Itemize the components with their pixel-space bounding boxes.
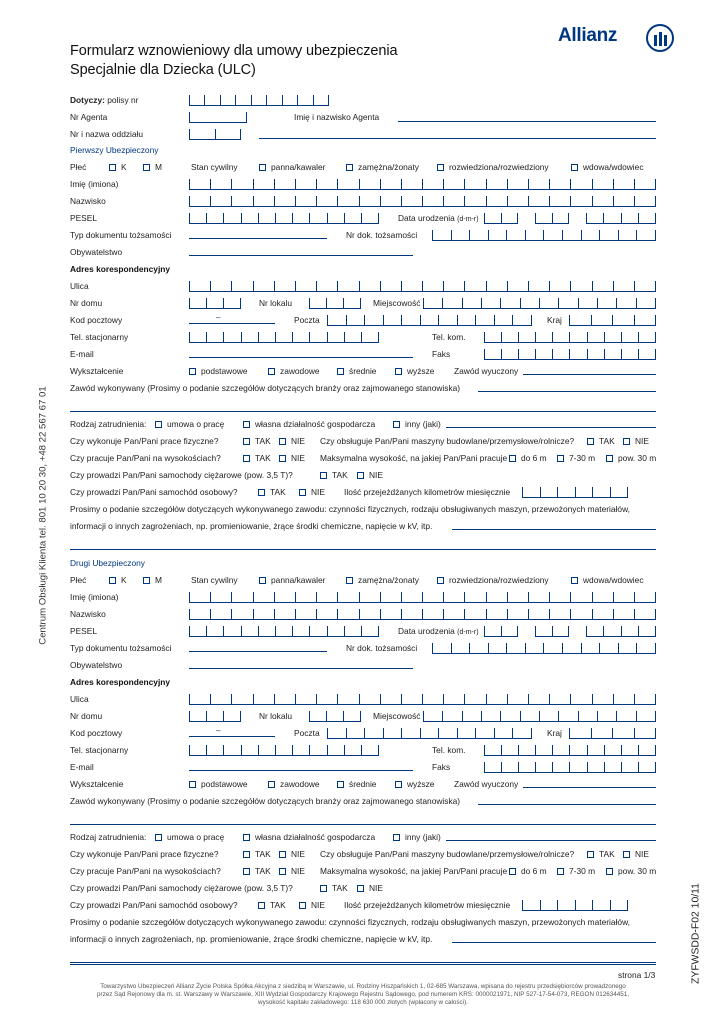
branch-label: Nr i nazwa oddziału: [70, 129, 144, 139]
second-insured-email: [0, 762, 725, 779]
citizenship-field[interactable]: [189, 659, 413, 669]
logo-wordmark: Allianz: [558, 25, 618, 46]
employment-type-label: Rodzaj zatrudnienia:: [70, 832, 147, 842]
second-insured-gender: [0, 575, 725, 592]
footer-line-3: wysokość kapitału zakładowego: 118 630 000 złotych (wpłacony w całości).: [258, 999, 468, 1006]
checkbox-icon[interactable]: [557, 455, 564, 462]
checkbox-icon[interactable]: [259, 577, 266, 584]
first-insured-details-1: [0, 504, 725, 521]
marital-single-option[interactable]: panna/kawaler: [259, 575, 325, 586]
details-field[interactable]: [452, 933, 656, 943]
height-7-30-option[interactable]: 7-30 m: [557, 866, 595, 877]
gender-m-option[interactable]: M: [143, 575, 162, 586]
max-height-label: Maksymalna wysokość, na jakiej Pan/Pani pracuje: [320, 866, 508, 876]
checkbox-icon[interactable]: [623, 851, 630, 858]
checkbox-icon[interactable]: [395, 368, 402, 375]
birth-date-label: Data urodzenia (d-m-r): [398, 626, 479, 636]
education-higher-option[interactable]: wyższe: [395, 366, 434, 377]
second-insured-postcode: [0, 728, 725, 745]
marital-divorced-option[interactable]: rozwiedziona/rozwiedziony: [437, 162, 549, 173]
machinery-yes-option[interactable]: TAK: [587, 436, 615, 447]
learned-profession-label: Zawód wyuczony: [454, 366, 519, 376]
employment-type-label: Rodzaj zatrudnienia:: [70, 419, 147, 429]
post-office-label: Poczta: [294, 728, 320, 738]
last-name-label: Nazwisko: [70, 196, 106, 206]
second-insured-heights: [0, 866, 725, 883]
height-7-30-option[interactable]: 7-30 m: [557, 453, 595, 464]
gender-label: Płeć: [70, 575, 87, 585]
profession-field[interactable]: [478, 795, 656, 805]
form-title-line-2: Specjalnie dla Dziecka (ULC): [70, 62, 256, 78]
checkbox-icon[interactable]: [357, 472, 364, 479]
heights-label: Czy pracuje Pan/Pani na wysokościach?: [70, 866, 221, 876]
postcode-dash: –: [216, 726, 221, 735]
education-vocational-option[interactable]: zawodowe: [268, 779, 320, 790]
checkbox-icon[interactable]: [109, 164, 116, 171]
first-insured-employment: [0, 419, 725, 436]
checkbox-icon[interactable]: [509, 455, 516, 462]
marital-widowed-option[interactable]: wdowa/wdowiec: [571, 162, 644, 173]
agent-number-field[interactable]: [189, 112, 247, 123]
checkbox-icon[interactable]: [279, 868, 286, 875]
row-policy: [0, 95, 725, 112]
street-label: Ulica: [70, 694, 89, 704]
physical-work-label: Czy wykonuje Pan/Pani prace fizyczne?: [70, 849, 219, 859]
first-insured-house: [0, 298, 725, 315]
pesel-label: PESEL: [70, 213, 98, 223]
first-insured-last-name: [0, 196, 725, 213]
checkbox-icon[interactable]: [437, 164, 444, 171]
truck-no-option[interactable]: NIE: [357, 883, 383, 894]
email-field[interactable]: [189, 348, 413, 358]
first-insured-truck: [0, 470, 725, 487]
physical-no-option[interactable]: NIE: [279, 436, 305, 447]
education-vocational-option[interactable]: zawodowe: [268, 366, 320, 377]
marital-married-option[interactable]: zamężna/żonaty: [346, 575, 419, 586]
email-label: E-mail: [70, 349, 94, 359]
employment-business-option[interactable]: własna działalność gospodarcza: [243, 419, 375, 430]
checkbox-icon[interactable]: [557, 868, 564, 875]
marital-divorced-option[interactable]: rozwiedziona/rozwiedziony: [437, 575, 549, 586]
birth-date-label: Data urodzenia (d-m-r): [398, 213, 479, 223]
km-label: Ilość przejeżdżanych kilometrów miesięcznie: [344, 900, 511, 910]
checkbox-icon[interactable]: [346, 164, 353, 171]
details-continuation-line[interactable]: [70, 962, 656, 963]
second-insured-physical: [0, 849, 725, 866]
branch-name-field[interactable]: [259, 129, 656, 139]
agent-name-label: Imię i nazwisko Agenta: [294, 112, 380, 122]
row-agent: [0, 112, 725, 129]
allianz-eagle-icon: [646, 24, 674, 52]
fax-field[interactable]: [484, 349, 656, 360]
employment-other-field[interactable]: [446, 418, 656, 428]
details-line-1: Prosimy o podanie szczegółów dotyczących wykonywanego zawodu: czynności fizycznych, rodzaju obsługiwanych maszyn, przewożonych materiałów,: [70, 917, 630, 927]
first-insured-car: [0, 487, 725, 504]
landline-label: Tel. stacjonarny: [70, 332, 129, 342]
checkbox-icon[interactable]: [189, 368, 196, 375]
first-insured-heading: [0, 145, 725, 162]
checkbox-icon[interactable]: [143, 164, 150, 171]
flat-number-field[interactable]: [309, 711, 361, 722]
id-type-field[interactable]: [189, 642, 327, 652]
checkbox-icon[interactable]: [393, 421, 400, 428]
first-insured-id: [0, 230, 725, 247]
height-6-option[interactable]: do 6 m: [509, 453, 547, 464]
second-insured-id: [0, 643, 725, 660]
mobile-field[interactable]: [484, 332, 656, 343]
learned-profession-field[interactable]: [523, 778, 656, 788]
first-insured-gender: [0, 162, 725, 179]
truck-label: Czy prowadzi Pan/Pani samochody ciężarowe (pow. 3,5 T)?: [70, 470, 293, 480]
checkbox-icon[interactable]: [155, 834, 162, 841]
first-insured-physical: [0, 436, 725, 453]
landline-field[interactable]: [189, 332, 379, 343]
marital-label: Stan cywilny: [191, 162, 238, 172]
fax-label: Faks: [432, 349, 451, 359]
checkbox-icon[interactable]: [623, 438, 630, 445]
checkbox-icon[interactable]: [337, 781, 344, 788]
heights-no-option[interactable]: NIE: [279, 866, 305, 877]
checkbox-icon[interactable]: [268, 781, 275, 788]
marital-widowed-option[interactable]: wdowa/wdowiec: [571, 575, 644, 586]
allianz-logo: [558, 24, 678, 52]
country-label: Kraj: [547, 315, 562, 325]
first-insured-phone: [0, 332, 725, 349]
profession-field[interactable]: [478, 382, 656, 392]
first-name-field[interactable]: [189, 592, 656, 603]
footer-line-1: Towarzystwo Ubezpieczeń Allianz Życie Polska Spółka Akcyjna z siedzibą w Warszawie, ul. Rodziny Hiszpańskich 1, 02-685 Warszawa, wpisana do rejestru przedsiębiorców prowadzonego: [100, 983, 626, 990]
education-secondary-option[interactable]: średnie: [337, 779, 376, 790]
profession-continuation-line[interactable]: [70, 824, 656, 825]
max-height-label: Maksymalna wysokość, na jakiej Pan/Pani pracuje: [320, 453, 508, 463]
first-insured-details-2: [0, 521, 725, 538]
truck-no-option[interactable]: NIE: [357, 470, 383, 481]
city-field[interactable]: [423, 298, 656, 309]
agent-name-field[interactable]: [398, 112, 656, 122]
house-number-label: Nr domu: [70, 711, 103, 721]
second-insured-address-heading: [0, 677, 725, 694]
postcode-dash: –: [216, 313, 221, 322]
details-line-2: informacji o innych zagrożeniach, np. promieniowanie, żrące środki chemiczne, napięcie w kV, itp.: [70, 521, 433, 531]
email-field[interactable]: [189, 761, 413, 771]
country-label: Kraj: [547, 728, 562, 738]
first-insured-email: [0, 349, 725, 366]
second-insured-education: [0, 779, 725, 796]
car-no-option[interactable]: NIE: [299, 900, 325, 911]
car-label: Czy prowadzi Pan/Pani samochód osobowy?: [70, 900, 238, 910]
physical-yes-option[interactable]: TAK: [243, 436, 271, 447]
fax-label: Faks: [432, 762, 451, 772]
house-number-label: Nr domu: [70, 298, 103, 308]
education-primary-option[interactable]: podstawowe: [189, 366, 248, 377]
id-number-label: Nr dok. tożsamości: [346, 643, 418, 653]
street-field[interactable]: [189, 281, 656, 292]
checkbox-icon[interactable]: [258, 902, 265, 909]
heights-no-option[interactable]: NIE: [279, 453, 305, 464]
height-30-option[interactable]: pow. 30 m: [606, 866, 656, 877]
km-field[interactable]: [522, 900, 628, 911]
height-30-option[interactable]: pow. 30 m: [606, 453, 656, 464]
second-insured-truck: [0, 883, 725, 900]
checkbox-icon[interactable]: [243, 421, 250, 428]
birth-month-field[interactable]: [535, 213, 569, 224]
second-insured-heading: [0, 558, 725, 575]
pesel-label: PESEL: [70, 626, 98, 636]
machinery-label: Czy obsługuje Pan/Pani maszyny budowlane/przemysłowe/rolnicze?: [320, 436, 575, 446]
profession-continuation-line[interactable]: [70, 411, 656, 412]
second-insured-house: [0, 711, 725, 728]
checkbox-icon[interactable]: [109, 577, 116, 584]
first-insured-address-heading: [0, 264, 725, 281]
address-heading: Adres korespondencyjny: [70, 264, 171, 274]
marital-single-option[interactable]: panna/kawaler: [259, 162, 325, 173]
checkbox-icon[interactable]: [393, 834, 400, 841]
city-label: Miejscowość: [373, 711, 421, 721]
employment-contract-option[interactable]: umowa o pracę: [155, 419, 224, 430]
profession-label: Zawód wykonywany (Prosimy o podanie szczegółów dotyczących branży oraz zajmowanego stanowiska): [70, 383, 461, 393]
checkbox-icon[interactable]: [143, 577, 150, 584]
first-insured-postcode: [0, 315, 725, 332]
footer-divider: [70, 964, 656, 965]
street-field[interactable]: [189, 694, 656, 705]
footer-line-2: przez Sąd Rejonowy dla m. st. Warszawy w Warszawie, XIII Wydział Gospodarczy Krajowego Rejestru Sądowego, pod numerem KRS: 0000021971, NIP 527-17-54-073, REGON 012634451,: [96, 991, 630, 998]
birth-day-field[interactable]: [484, 626, 518, 637]
learned-profession-field[interactable]: [523, 365, 656, 375]
checkbox-icon[interactable]: [437, 577, 444, 584]
flat-number-field[interactable]: [309, 298, 361, 309]
machinery-label: Czy obsługuje Pan/Pani maszyny budowlane/przemysłowe/rolnicze?: [320, 849, 575, 859]
second-insured-last-name: [0, 609, 725, 626]
contact-line: Centrum Obsługi Klienta tel. 801 10 20 30, +48 22 567 67 01: [37, 386, 49, 645]
postcode-field[interactable]: [189, 727, 275, 737]
postcode-label: Kod pocztowy: [70, 728, 123, 738]
checkbox-icon[interactable]: [279, 455, 286, 462]
row-branch: [0, 129, 725, 146]
birth-month-field[interactable]: [535, 626, 569, 637]
checkbox-icon[interactable]: [587, 851, 594, 858]
employment-other-option[interactable]: inny (jaki): [393, 419, 441, 430]
form-title-line-1: Formularz wznowieniowy dla umowy ubezpieczenia: [70, 43, 398, 59]
employment-contract-option[interactable]: umowa o pracę: [155, 832, 224, 843]
employment-other-option[interactable]: inny (jaki): [393, 832, 441, 843]
first-name-label: Imię (imiona): [70, 592, 119, 602]
heights-yes-option[interactable]: TAK: [243, 866, 271, 877]
checkbox-icon[interactable]: [243, 834, 250, 841]
truck-label: Czy prowadzi Pan/Pani samochody ciężarowe (pow. 3,5 T)?: [70, 883, 293, 893]
marital-married-option[interactable]: zamężna/żonaty: [346, 162, 419, 173]
flat-number-label: Nr lokalu: [259, 711, 293, 721]
truck-yes-option[interactable]: TAK: [320, 883, 348, 894]
checkbox-icon[interactable]: [279, 851, 286, 858]
checkbox-icon[interactable]: [268, 368, 275, 375]
post-office-label: Poczta: [294, 315, 320, 325]
first-insured-street: [0, 281, 725, 298]
fax-field[interactable]: [484, 762, 656, 773]
checkbox-icon[interactable]: [587, 438, 594, 445]
employment-other-field[interactable]: [446, 831, 656, 841]
gender-k-option[interactable]: K: [109, 162, 127, 173]
second-insured-first-name: [0, 592, 725, 609]
first-insured-profession: [0, 383, 725, 400]
landline-field[interactable]: [189, 745, 379, 756]
employment-business-option[interactable]: własna działalność gospodarcza: [243, 832, 375, 843]
checkbox-icon[interactable]: [258, 489, 265, 496]
checkbox-icon[interactable]: [509, 868, 516, 875]
checkbox-icon[interactable]: [357, 885, 364, 892]
postcode-field[interactable]: [189, 314, 275, 324]
machinery-no-option[interactable]: NIE: [623, 849, 649, 860]
car-label: Czy prowadzi Pan/Pani samochód osobowy?: [70, 487, 238, 497]
first-insured-pesel: [0, 213, 725, 230]
id-number-label: Nr dok. tożsamości: [346, 230, 418, 240]
education-primary-option[interactable]: podstawowe: [189, 779, 248, 790]
education-higher-option[interactable]: wyższe: [395, 779, 434, 790]
machinery-no-option[interactable]: NIE: [623, 436, 649, 447]
checkbox-icon[interactable]: [320, 885, 327, 892]
heights-label: Czy pracuje Pan/Pani na wysokościach?: [70, 453, 221, 463]
details-line-2: informacji o innych zagrożeniach, np. promieniowanie, żrące środki chemiczne, napięcie w kV, itp.: [70, 934, 433, 944]
country-field[interactable]: [569, 728, 656, 739]
physical-work-label: Czy wykonuje Pan/Pani prace fizyczne?: [70, 436, 219, 446]
country-field[interactable]: [569, 315, 656, 326]
mobile-field[interactable]: [484, 745, 656, 756]
post-office-field[interactable]: [327, 315, 532, 326]
branch-number-field[interactable]: [189, 129, 241, 140]
last-name-field[interactable]: [189, 609, 656, 620]
heights-yes-option[interactable]: TAK: [243, 453, 271, 464]
form-code: ZYFWSDD-F02 10/11: [690, 883, 702, 984]
checkbox-icon[interactable]: [337, 368, 344, 375]
car-no-option[interactable]: NIE: [299, 487, 325, 498]
checkbox-icon[interactable]: [395, 781, 402, 788]
address-heading: Adres korespondencyjny: [70, 677, 171, 687]
checkbox-icon[interactable]: [571, 577, 578, 584]
pesel-field[interactable]: [189, 213, 379, 224]
checkbox-icon[interactable]: [279, 438, 286, 445]
id-number-field[interactable]: [432, 643, 656, 654]
house-number-field[interactable]: [189, 711, 241, 722]
gender-k-option[interactable]: K: [109, 575, 127, 586]
checkbox-icon[interactable]: [299, 902, 306, 909]
gender-label: Płeć: [70, 162, 87, 172]
km-label: Ilość przejeżdżanych kilometrów miesięcznie: [344, 487, 511, 497]
checkbox-icon[interactable]: [606, 868, 613, 875]
section-heading: Drugi Ubezpieczony: [70, 558, 145, 568]
mobile-label: Tel. kom.: [432, 332, 466, 342]
street-label: Ulica: [70, 281, 89, 291]
first-name-label: Imię (imiona): [70, 179, 119, 189]
flat-number-label: Nr lokalu: [259, 298, 293, 308]
mobile-label: Tel. kom.: [432, 745, 466, 755]
second-insured-details-1: [0, 917, 725, 934]
birth-year-field[interactable]: [586, 626, 656, 637]
education-secondary-option[interactable]: średnie: [337, 366, 376, 377]
city-field[interactable]: [423, 711, 656, 722]
height-6-option[interactable]: do 6 m: [509, 866, 547, 877]
physical-no-option[interactable]: NIE: [279, 849, 305, 860]
citizenship-label: Obywatelstwo: [70, 660, 123, 670]
house-number-field[interactable]: [189, 298, 241, 309]
education-label: Wykształcenie: [70, 779, 124, 789]
second-insured-citizenship: [0, 660, 725, 677]
details-line-1: Prosimy o podanie szczegółów dotyczących wykonywanego zawodu: czynności fizycznych, rodzaju obsługiwanych maszyn, przewożonych materiałów,: [70, 504, 630, 514]
last-name-label: Nazwisko: [70, 609, 106, 619]
checkbox-icon[interactable]: [243, 455, 250, 462]
postcode-label: Kod pocztowy: [70, 315, 123, 325]
first-insured-education: [0, 366, 725, 383]
first-insured-first-name: [0, 179, 725, 196]
education-label: Wykształcenie: [70, 366, 124, 376]
checkbox-icon[interactable]: [259, 164, 266, 171]
km-field[interactable]: [522, 487, 628, 498]
checkbox-icon[interactable]: [189, 781, 196, 788]
last-name-field[interactable]: [189, 196, 656, 207]
checkbox-icon[interactable]: [299, 489, 306, 496]
truck-yes-option[interactable]: TAK: [320, 470, 348, 481]
birth-year-field[interactable]: [586, 213, 656, 224]
details-field[interactable]: [452, 520, 656, 530]
post-office-field[interactable]: [327, 728, 532, 739]
first-insured-heights: [0, 453, 725, 470]
email-label: E-mail: [70, 762, 94, 772]
policy-label: polisy nr: [104, 95, 139, 105]
first-insured-citizenship: [0, 247, 725, 264]
details-continuation-line[interactable]: [70, 549, 656, 550]
first-name-field[interactable]: [189, 179, 656, 190]
dotyczy-label: Dotyczy:: [70, 95, 105, 105]
profession-label: Zawód wykonywany (Prosimy o podanie szczegółów dotyczących branży oraz zajmowanego stanowiska): [70, 796, 461, 806]
second-insured-employment: [0, 832, 725, 849]
second-insured-profession: [0, 796, 725, 813]
id-type-label: Typ dokumentu tożsamości: [70, 643, 172, 653]
car-yes-option[interactable]: TAK: [258, 900, 286, 911]
checkbox-icon[interactable]: [346, 577, 353, 584]
city-label: Miejscowość: [373, 298, 421, 308]
pesel-field[interactable]: [189, 626, 379, 637]
citizenship-label: Obywatelstwo: [70, 247, 123, 257]
second-insured-details-2: [0, 934, 725, 951]
id-type-field[interactable]: [189, 229, 327, 239]
id-number-field[interactable]: [432, 230, 656, 241]
checkbox-icon[interactable]: [571, 164, 578, 171]
checkbox-icon[interactable]: [606, 455, 613, 462]
page-number: strona 1/3: [618, 970, 656, 980]
checkbox-icon[interactable]: [155, 421, 162, 428]
marital-label: Stan cywilny: [191, 575, 238, 585]
learned-profession-label: Zawód wyuczony: [454, 779, 519, 789]
checkbox-icon[interactable]: [243, 851, 250, 858]
physical-yes-option[interactable]: TAK: [243, 849, 271, 860]
checkbox-icon[interactable]: [243, 868, 250, 875]
second-insured-pesel: [0, 626, 725, 643]
second-insured-street: [0, 694, 725, 711]
second-insured-car: [0, 900, 725, 917]
citizenship-field[interactable]: [189, 246, 413, 256]
policy-number-field[interactable]: [189, 95, 329, 106]
machinery-yes-option[interactable]: TAK: [587, 849, 615, 860]
id-type-label: Typ dokumentu tożsamości: [70, 230, 172, 240]
second-insured-phone: [0, 745, 725, 762]
gender-m-option[interactable]: M: [143, 162, 162, 173]
landline-label: Tel. stacjonarny: [70, 745, 129, 755]
agent-number-label: Nr Agenta: [70, 112, 108, 122]
birth-day-field[interactable]: [484, 213, 518, 224]
section-heading: Pierwszy Ubezpieczony: [70, 145, 159, 155]
checkbox-icon[interactable]: [320, 472, 327, 479]
car-yes-option[interactable]: TAK: [258, 487, 286, 498]
checkbox-icon[interactable]: [243, 438, 250, 445]
